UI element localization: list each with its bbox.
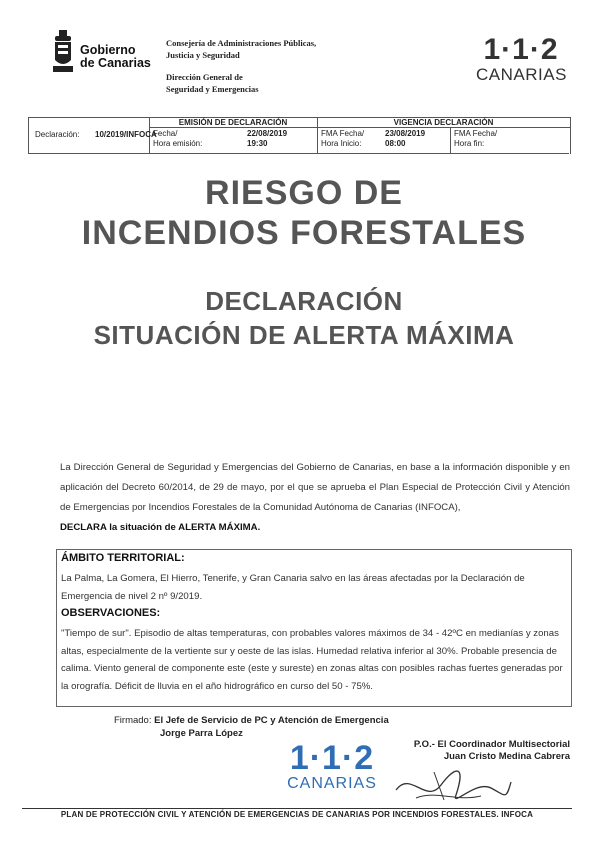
coord-role: P.O.- El Coordinador Multisectorial bbox=[413, 739, 570, 750]
handwritten-signature-icon bbox=[386, 760, 516, 810]
declaracion-value: 10/2019/INFOCA bbox=[95, 130, 157, 139]
firmado-block bbox=[114, 714, 389, 727]
intro-paragraph bbox=[60, 458, 570, 538]
intro-text: La Dirección General de Seguridad y Emergencias del Gobierno de Canarias, en base a la información disponible y en aplicación del Decreto 60/2014, de 29 de mayo, por el que se aprueba el Plan Especial de Protección Civil y Atención de Emergencias por Incendios Forestales de la Comunidad Autónoma de Canarias (INFOCA), bbox=[60, 462, 570, 513]
emision-header: EMISIÓN DE DECLARACIÓN bbox=[178, 118, 288, 127]
declaration-info-table bbox=[28, 117, 571, 154]
logo-112-number: 1·1·2 bbox=[483, 33, 559, 66]
ambito-heading: ÁMBITO TERRITORIAL: bbox=[61, 552, 185, 564]
fma-fecha-label: FMA Fecha/ bbox=[321, 129, 365, 138]
firmado-label: Firmado: bbox=[114, 715, 152, 726]
hora-inicio-value: 08:00 bbox=[385, 139, 406, 148]
fecha-value: 22/08/2019 bbox=[247, 129, 288, 138]
table-bottom-border bbox=[28, 153, 569, 154]
dept-line1: Consejería de Administraciones Públicas, bbox=[166, 38, 317, 48]
footer-divider bbox=[22, 808, 572, 809]
main-title-line1: RIESGO DE bbox=[205, 174, 403, 212]
direction-name bbox=[166, 72, 259, 95]
subtitle bbox=[0, 286, 608, 350]
department-name bbox=[166, 38, 316, 61]
logo-112-sub: CANARIAS bbox=[476, 65, 567, 84]
fma-fecha2-label: FMA Fecha/ bbox=[454, 129, 498, 138]
gobierno-line1: Gobierno bbox=[80, 43, 136, 57]
dir-line2: Seguridad y Emergencias bbox=[166, 83, 259, 94]
firmado-role: El Jefe de Servicio de PC y Atención de Emergencia bbox=[154, 715, 389, 726]
gobierno-line2: de Canarias bbox=[80, 56, 151, 70]
stamp-112-sub: CANARIAS bbox=[287, 775, 377, 792]
ambito-text: La Palma, La Gomera, El Hierro, Tenerife, y Gran Canaria salvo en las áreas afectadas por la Declaración de Emergencia de nivel 2 nº 9/2019. bbox=[61, 573, 525, 602]
observaciones-text: "Tiempo de sur". Episodio de altas temperaturas, con probables valores máximos de 34 - 42ºC en medianías y zonas altas, especialmente de la vertiente sur y oeste de las islas. Humedad relativa inferior al 30%. Probable presencia de calima. Viento general de componente este (este y sureste) en zonas altas con posibles rachas fuertes generadas por la orografía. Déficit de lluvia en el año hidrográfico en curso del 50 - 75%. bbox=[61, 628, 563, 692]
dept-line2: Justicia y Seguridad bbox=[166, 49, 240, 60]
details-box bbox=[56, 549, 572, 707]
main-title-line2: INCENDIOS FORESTALES bbox=[81, 214, 527, 252]
fma-fecha-value: 23/08/2019 bbox=[385, 129, 426, 138]
main-title bbox=[0, 173, 608, 253]
observaciones-heading: OBSERVACIONES: bbox=[61, 607, 161, 619]
stamp-112-number: 1·1·2 bbox=[289, 739, 375, 777]
firmado-name: Jorge Parra López bbox=[160, 728, 243, 739]
footer-text: PLAN DE PROTECCIÓN CIVIL Y ATENCIÓN DE EMERGENCIAS DE CANARIAS POR INCENDIOS FORESTALES. INFOCA bbox=[60, 810, 534, 819]
fecha-label: Fecha/ bbox=[153, 129, 178, 138]
hora-inicio-label: Hora Inicio: bbox=[321, 139, 362, 148]
gobierno-name bbox=[80, 44, 151, 70]
dir-line1: Dirección General de bbox=[166, 72, 243, 82]
subtitle-line2: SITUACIÓN DE ALERTA MÁXIMA bbox=[93, 320, 515, 350]
subtitle-line1: DECLARACIÓN bbox=[205, 286, 403, 316]
stamp-112-canarias bbox=[282, 740, 382, 792]
gobierno-coat-of-arms-icon bbox=[52, 30, 74, 74]
vigencia-header: VIGENCIA DECLARACIÓN bbox=[393, 118, 494, 127]
hora-fin-label: Hora fin: bbox=[454, 139, 485, 148]
declara-text: DECLARA la situación de ALERTA MÁXIMA. bbox=[60, 522, 261, 533]
hora-emision-label: Hora emisión: bbox=[153, 139, 203, 148]
declaracion-label: Declaración: bbox=[35, 130, 80, 139]
coord-name: Juan Cristo Medina Cabrera bbox=[443, 751, 570, 762]
hora-emision-value: 19:30 bbox=[247, 139, 268, 148]
logo-112-canarias bbox=[476, 34, 566, 84]
